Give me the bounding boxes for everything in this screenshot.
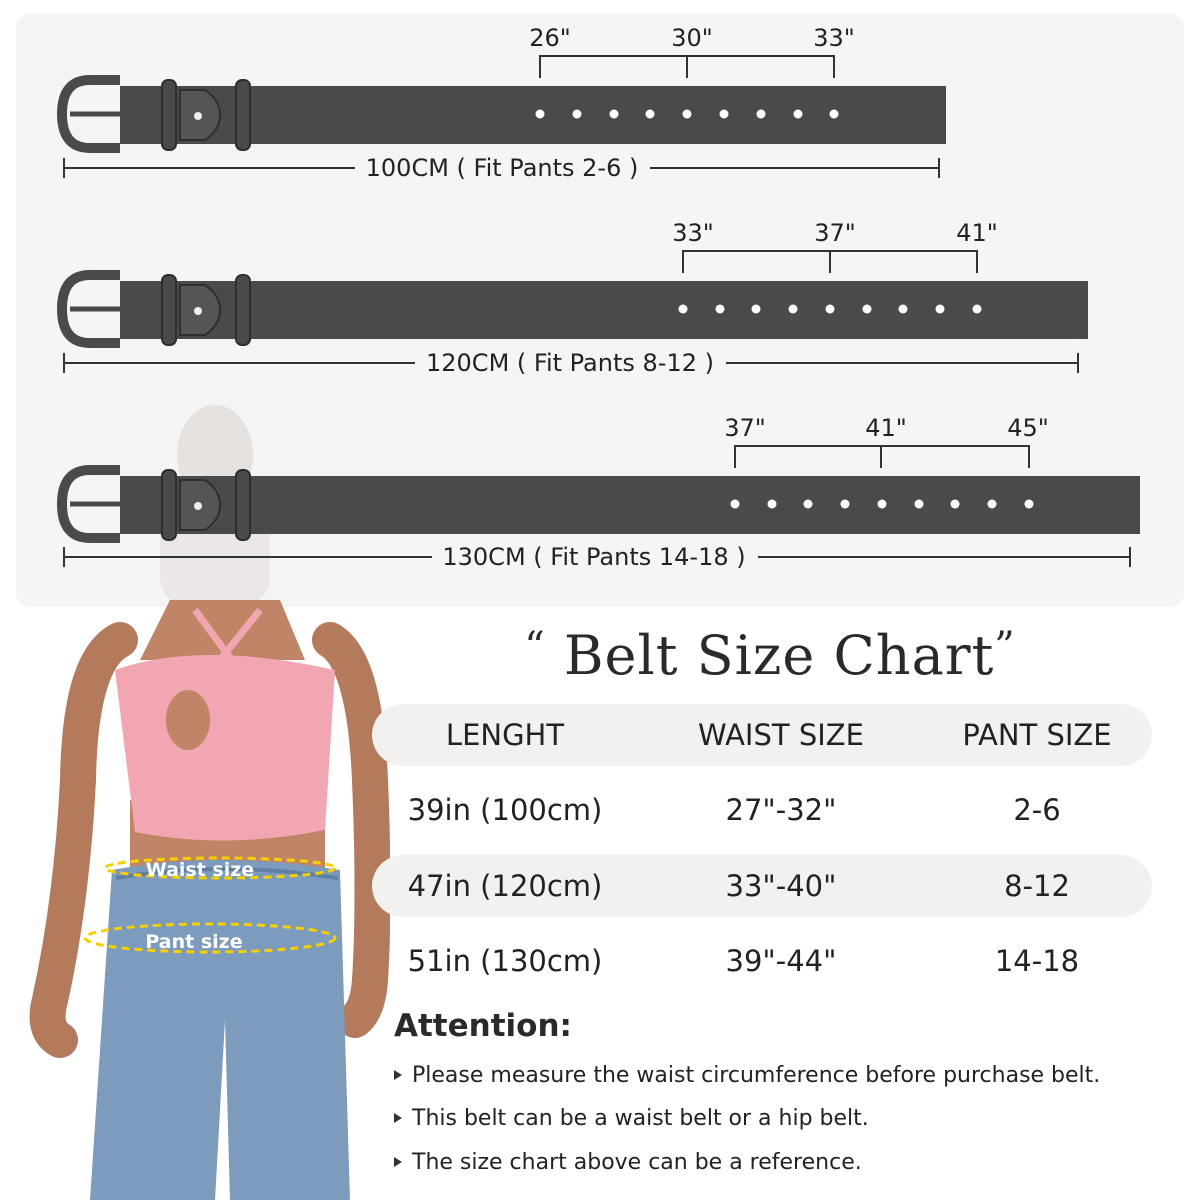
attention-note	[394, 1063, 1100, 1088]
attention-note	[394, 1106, 869, 1131]
hole-mark-label: 45"	[1007, 414, 1049, 442]
hole-mark-label: 33"	[672, 219, 714, 247]
cell-length: 39in (100cm)	[407, 793, 603, 827]
hole-mark-label: 41"	[956, 219, 998, 247]
hole-mark-label: 33"	[813, 24, 855, 52]
hole-marker-bracket	[683, 251, 977, 273]
hole-mark-label: 26"	[529, 24, 571, 52]
note-text: Please measure the waist circumference before purchase belt.	[412, 1063, 1101, 1088]
model-illustration	[20, 600, 390, 1200]
cell-length: 51in (130cm)	[407, 944, 603, 978]
cell-pant-size: 8-12	[1004, 869, 1070, 903]
cell-waist-size: 39"-44"	[725, 944, 837, 978]
close-quote: ”	[994, 624, 1016, 670]
belt-loop	[236, 470, 250, 540]
cell-pant-size: 14-18	[994, 944, 1080, 978]
triangle-bullet-icon	[394, 1113, 402, 1123]
cell-length: 47in (120cm)	[407, 869, 603, 903]
table-row	[372, 779, 1152, 841]
jeans	[90, 860, 350, 1200]
hole-mark-label: 37"	[724, 414, 766, 442]
keeper-rivet	[194, 112, 202, 120]
waist-size-label: Waist size	[145, 859, 255, 881]
belt-loop	[236, 80, 250, 150]
belt-length-label: 100CM ( Fit Pants 2-6 )	[365, 154, 639, 182]
belt-130cm	[62, 414, 1140, 571]
note-text: This belt can be a waist belt or a hip belt.	[412, 1106, 869, 1131]
belt-loop	[236, 275, 250, 345]
hole-marker-bracket	[540, 56, 834, 78]
triangle-bullet-icon	[394, 1070, 402, 1080]
note-text: The size chart above can be a reference.	[412, 1150, 862, 1175]
table-row	[372, 855, 1152, 917]
header-waist-size: WAIST SIZE	[698, 718, 864, 752]
hole-mark-label: 37"	[814, 219, 856, 247]
belt-loop	[162, 470, 176, 540]
hole-mark-label: 30"	[671, 24, 713, 52]
open-quote: “	[524, 624, 546, 670]
belt-length-label: 130CM ( Fit Pants 14-18 )	[442, 543, 746, 571]
cell-pant-size: 2-6	[1013, 793, 1061, 827]
triangle-bullet-icon	[394, 1157, 402, 1167]
attention-note	[394, 1150, 862, 1175]
hole-mark-label: 41"	[865, 414, 907, 442]
table-row	[372, 930, 1152, 992]
cell-waist-size: 27"-32"	[725, 793, 837, 827]
belt-strap	[120, 476, 1140, 534]
crop-top	[115, 655, 335, 841]
belt-loop	[162, 80, 176, 150]
header-pant-size: PANT SIZE	[962, 718, 1112, 752]
size-table-header	[372, 704, 1152, 766]
hole-marker-bracket	[735, 446, 1029, 468]
keeper-rivet	[194, 502, 202, 510]
attention-title: Attention:	[394, 1008, 572, 1044]
chart-title	[370, 624, 1170, 687]
header-length: LENGHT	[445, 718, 565, 752]
belt-120cm	[62, 219, 1088, 377]
chart-title-text: Belt Size Chart	[563, 624, 995, 687]
belt-100cm	[62, 24, 946, 182]
pant-size-label: Pant size	[145, 931, 243, 953]
cell-waist-size: 33"-40"	[725, 869, 837, 903]
keeper-rivet	[194, 307, 202, 315]
belt-loop	[162, 275, 176, 345]
belt-length-label: 120CM ( Fit Pants 8-12 )	[426, 349, 714, 377]
